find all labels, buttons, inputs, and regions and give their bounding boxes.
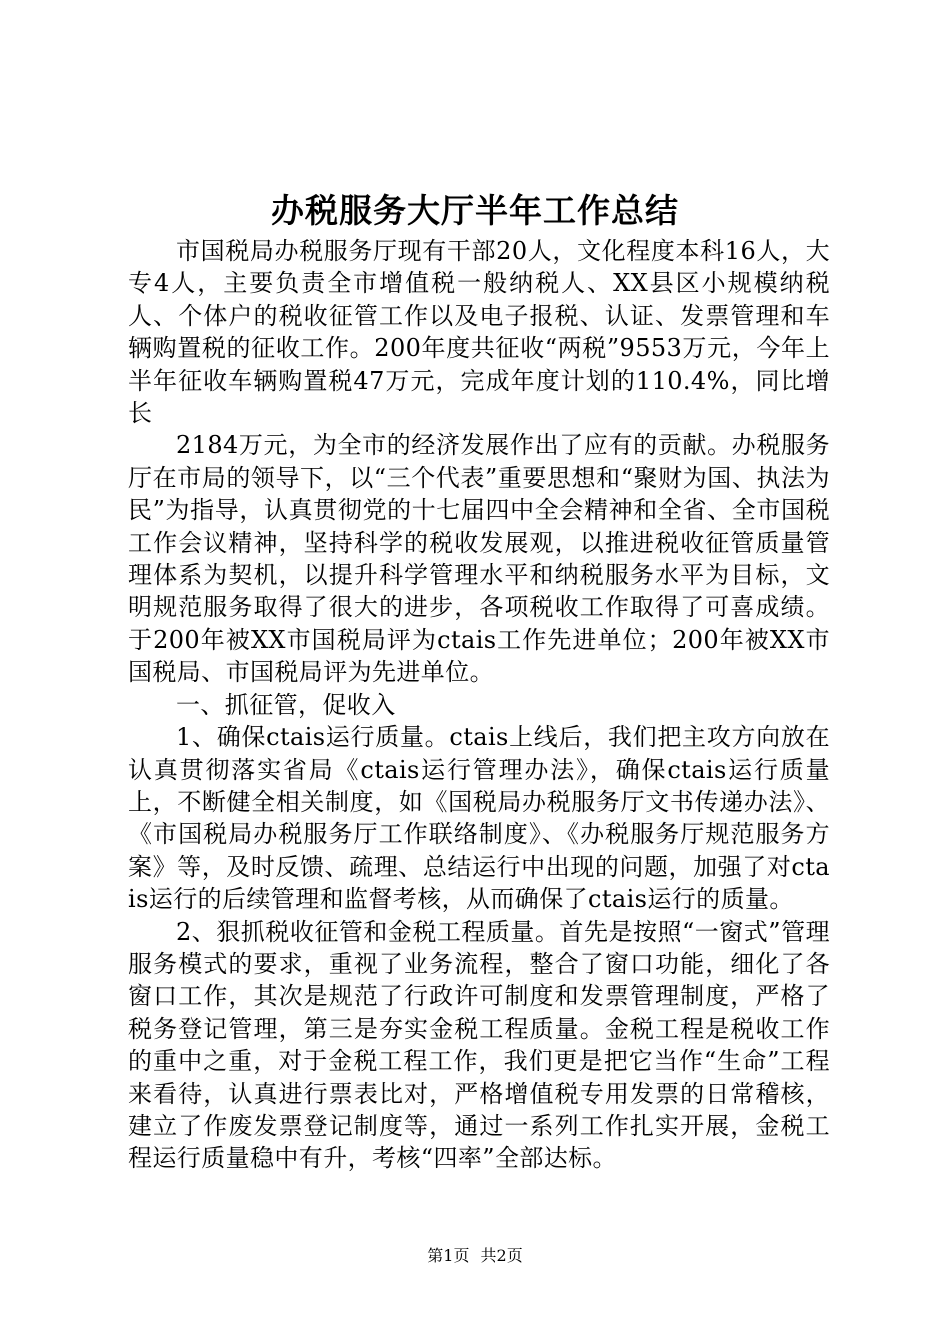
paragraph-intro: 市国税局办税服务厅现有干部20人，文化程度本科16人，大专4人，主要负责全市增值税一般纳税人、XX县区小规模纳税人、个体户的税收征管工作以及电子报税、认证、发票管理和车辆购置税的征收工作。200年度共征收“两税”9553万元，今年上半年征收车辆购置税47万元，完成年度计划的110.4%，同比增长	[128, 237, 830, 428]
section-heading: 一、抓征管，促收入	[176, 690, 396, 719]
paragraph-ctais: 1、确保ctais运行质量。ctais上线后，我们把主攻方向放在认真贯彻落实省局《ctais运行管理办法》，确保ctais运行质量上，不断健全相关制度，如《国税局办税服务厅文书传递办法》、《市国税局办税服务厅工作联络制度》、《办税服务厅规范服务方案》等，及时反馈、疏理、总结运行中出现的问题，加强了对ctais运行的后续管理和监督考核，从而确保了ctais运行的质量。	[128, 723, 830, 914]
paragraph-golden-tax: 2、狠抓税收征管和金税工程质量。首先是按照“一窗式”管理服务模式的要求，重视了业务流程，整合了窗口功能，细化了各窗口工作，其次是规范了行政许可制度和发票管理制度，严格了税务登记管理，第三是夯实金税工程质量。金税工程是税收工作的重中之重，对于金税工程工作，我们更是把它当作“生命”工程来看待，认真进行票表比对，严格增值税专用发票的日常稽核，建立了作废发票登记制度等，通过一系列工作扎实开展，金税工程运行质量稳中有升，考核“四率”全部达标。	[128, 917, 830, 1173]
document-body	[128, 235, 830, 1175]
page-total: 共2页	[480, 1246, 523, 1265]
page-footer	[0, 1244, 950, 1268]
document-title: 办税服务大厅半年工作总结	[271, 191, 679, 230]
page-number: 第1页	[427, 1246, 470, 1265]
paragraph-achievements: 2184万元，为全市的经济发展作出了应有的贡献。办税服务厅在市局的领导下，以“三个代表”重要思想和“聚财为国、执法为民”为指导，认真贯彻党的十七届四中全会精神和全省、全市国税工作会议精神，坚持科学的税收发展观，以推进税收征管质量管理体系为契机，以提升科学管理水平和纳税服务水平为目标，文明规范服务取得了很大的进步，各项税收工作取得了可喜成绩。于200年被XX市国税局评为ctais工作先进单位；200年被XX市国税局、市国税局评为先进单位。	[128, 431, 830, 687]
